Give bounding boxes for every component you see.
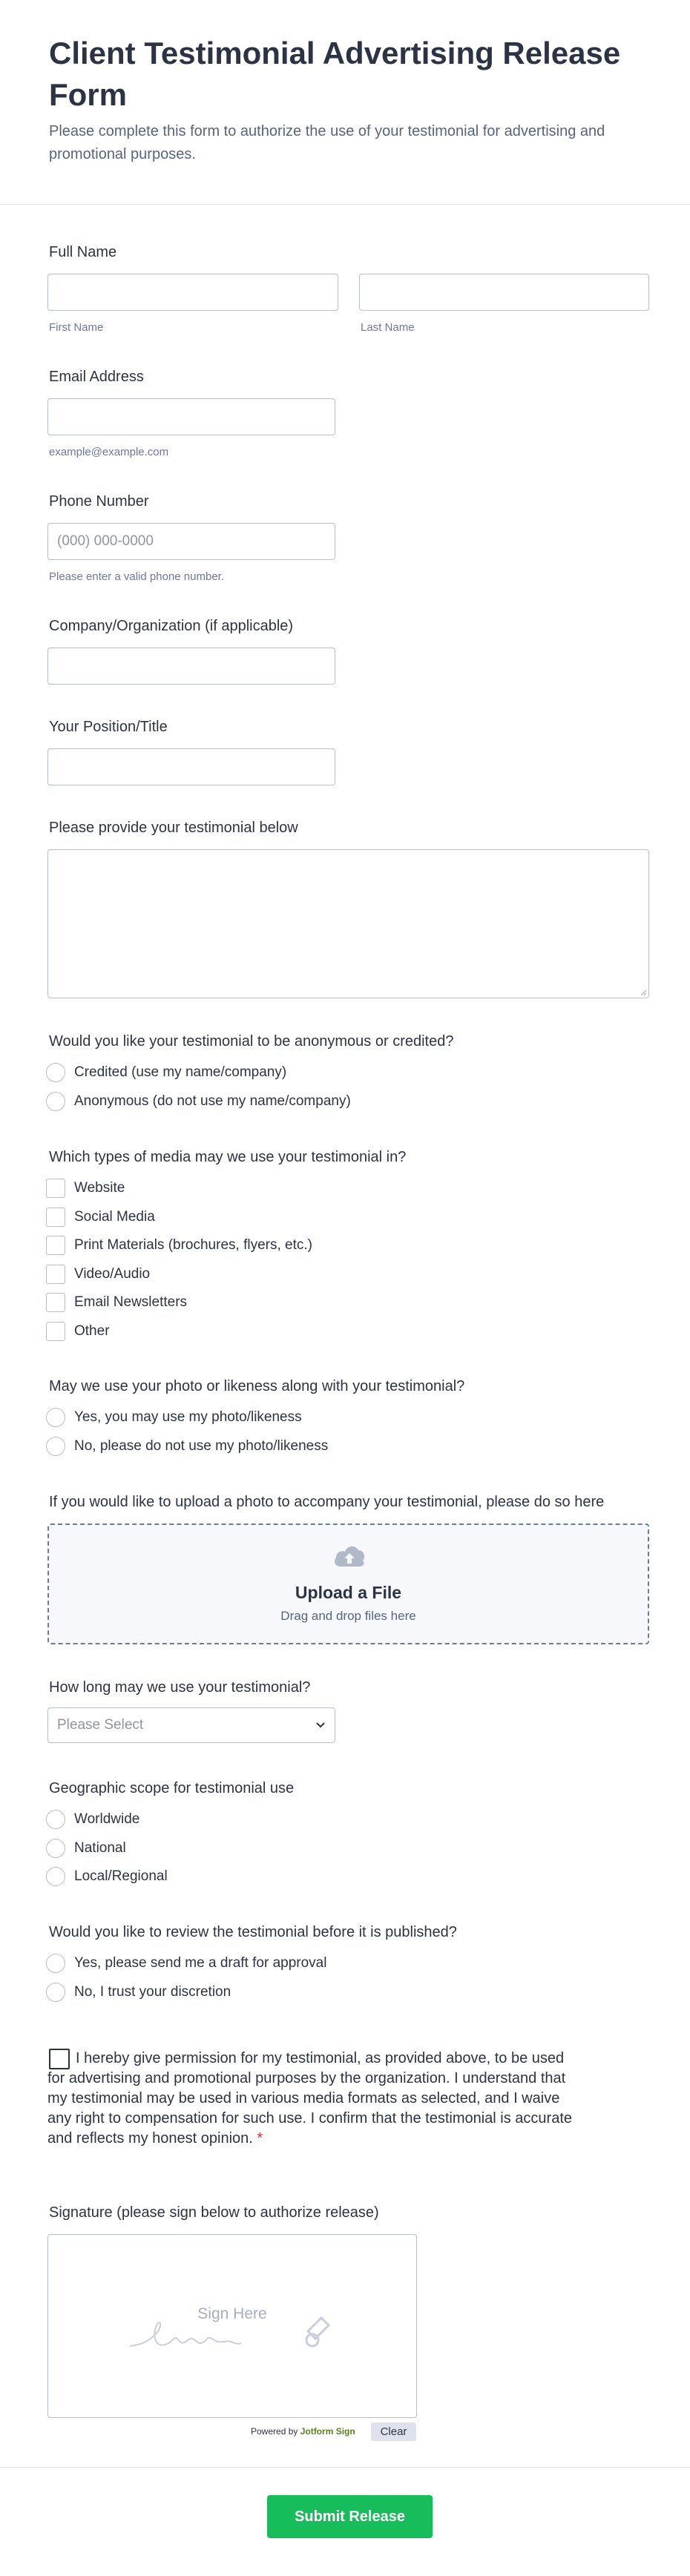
media-label: Which types of media may we use your testimonial in? — [49, 1149, 407, 1165]
form-title: Client Testimonial Advertising Release Form — [49, 36, 621, 112]
jotform-sign-brand: Jotform Sign — [300, 2426, 355, 2437]
phone-sublabel: Please enter a valid phone number. — [49, 570, 224, 583]
photo-label: May we use your photo or likeness along with your testimonial? — [49, 1378, 465, 1394]
signature-placeholder: Sign Here — [197, 2305, 267, 2322]
chevron-down-icon — [315, 1722, 326, 1729]
checkbox[interactable] — [46, 1179, 65, 1198]
option-label: Website — [74, 1180, 125, 1196]
checkbox[interactable] — [46, 1208, 65, 1227]
option-label: No, please do not use my photo/likeness — [74, 1438, 329, 1454]
option-label: Print Materials (brochures, flyers, etc.) — [74, 1237, 312, 1253]
submit-button[interactable]: Submit Release — [267, 2495, 433, 2538]
position-input[interactable] — [47, 748, 335, 785]
phone-label: Phone Number — [49, 493, 149, 510]
company-input[interactable] — [47, 648, 335, 685]
media-option[interactable] — [46, 1291, 187, 1314]
radio-button[interactable] — [46, 1867, 65, 1886]
header-divider — [0, 204, 690, 205]
first-name-input[interactable] — [47, 274, 338, 311]
option-label: Video/Audio — [74, 1266, 151, 1282]
powered-prefix: Powered by — [251, 2426, 298, 2437]
signature-pad[interactable] — [47, 2234, 417, 2418]
email-label: Email Address — [49, 369, 144, 385]
email-sublabel: example@example.com — [49, 446, 169, 458]
radio-button[interactable] — [46, 1063, 65, 1082]
scope-label: Geographic scope for testimonial use — [49, 1780, 295, 1796]
duration-select[interactable] — [47, 1707, 335, 1743]
testimonial-label: Please provide your testimonial below — [49, 820, 298, 836]
form-subtitle: Please complete this form to authorize the use of your testimonial for advertising and promotional purposes. — [49, 123, 605, 162]
option-label: Other — [74, 1323, 110, 1339]
email-input[interactable] — [47, 398, 335, 435]
position-label: Your Position/Title — [49, 719, 168, 735]
required-mark: * — [257, 2130, 263, 2147]
upload-label: If you would like to upload a photo to accompany your testimonial, please do so here — [49, 1494, 605, 1510]
upload-title: Upload a File — [295, 1583, 402, 1602]
last-name-input[interactable] — [359, 274, 649, 311]
scope-option[interactable] — [46, 1865, 168, 1888]
duration-label: How long may we use your testimonial? — [49, 1679, 311, 1696]
phone-input[interactable] — [47, 523, 335, 560]
option-label: National — [74, 1840, 126, 1856]
first-name-sublabel: First Name — [49, 321, 104, 334]
media-option[interactable] — [46, 1177, 125, 1199]
review-option[interactable] — [46, 1952, 326, 1974]
option-label: Worldwide — [74, 1811, 140, 1827]
duration-placeholder: Please Select — [57, 1717, 144, 1733]
checkbox[interactable] — [46, 1293, 65, 1312]
signature-label: Signature (please sign below to authorize release) — [49, 2204, 379, 2221]
option-label: Yes, you may use my photo/likeness — [74, 1409, 302, 1425]
last-name-sublabel: Last Name — [361, 321, 415, 334]
photo-option[interactable] — [46, 1435, 328, 1457]
full-name-label: Full Name — [49, 244, 117, 260]
upload-hint: Drag and drop files here — [280, 1609, 416, 1623]
company-label: Company/Organization (if applicable) — [49, 618, 294, 634]
option-label: Social Media — [74, 1209, 155, 1225]
radio-button[interactable] — [46, 1092, 65, 1111]
clear-signature-button[interactable]: Clear — [371, 2422, 416, 2441]
radio-button[interactable] — [46, 1437, 65, 1456]
review-option[interactable] — [46, 1981, 231, 2003]
anonymity-option[interactable] — [46, 1061, 286, 1084]
media-option[interactable] — [46, 1263, 150, 1285]
cloud-upload-icon — [332, 1543, 367, 1569]
media-option[interactable] — [46, 1320, 110, 1343]
option-label: Credited (use my name/company) — [74, 1064, 287, 1080]
footer-divider — [0, 2467, 690, 2468]
option-label: Anonymous (do not use my name/company) — [74, 1093, 351, 1109]
radio-button[interactable] — [46, 1983, 65, 2002]
consent-text — [47, 2049, 576, 2149]
review-label: Would you like to review the testimonial before it is published? — [49, 1924, 457, 1940]
anonymity-option[interactable] — [46, 1090, 351, 1113]
checkbox[interactable] — [46, 1265, 65, 1284]
scope-option[interactable] — [46, 1837, 126, 1859]
radio-button[interactable] — [46, 1810, 65, 1829]
option-label: Email Newsletters — [74, 1294, 188, 1310]
media-option[interactable] — [46, 1206, 155, 1228]
powered-by — [251, 2425, 355, 2437]
radio-button[interactable] — [46, 1954, 65, 1973]
upload-dropzone[interactable] — [47, 1523, 649, 1644]
testimonial-textarea[interactable] — [47, 849, 649, 998]
consent-statement: I hereby give permission for my testimonial, as provided above, to be used for advertising and promotional purposes by the organization. I understand that my testimonial may be used in various media formats as selected, and I waive any right to compensation for such use. I confirm that the testimonial is accurate and reflects my honest opinion. — [47, 2050, 573, 2147]
resize-handle-icon[interactable] — [640, 989, 647, 996]
media-option[interactable] — [46, 1234, 312, 1256]
checkbox[interactable] — [46, 1236, 65, 1255]
radio-button[interactable] — [46, 1839, 65, 1858]
anonymity-label: Would you like your testimonial to be anonymous or credited? — [49, 1033, 454, 1050]
phone-placeholder: (000) 000-0000 — [57, 533, 154, 549]
option-label: No, I trust your discretion — [74, 1984, 231, 2000]
scope-option[interactable] — [46, 1808, 139, 1831]
checkbox[interactable] — [46, 1322, 65, 1341]
radio-button[interactable] — [46, 1408, 65, 1427]
option-label: Yes, please send me a draft for approval — [74, 1955, 327, 1971]
photo-option[interactable] — [46, 1406, 302, 1429]
option-label: Local/Regional — [74, 1868, 168, 1884]
